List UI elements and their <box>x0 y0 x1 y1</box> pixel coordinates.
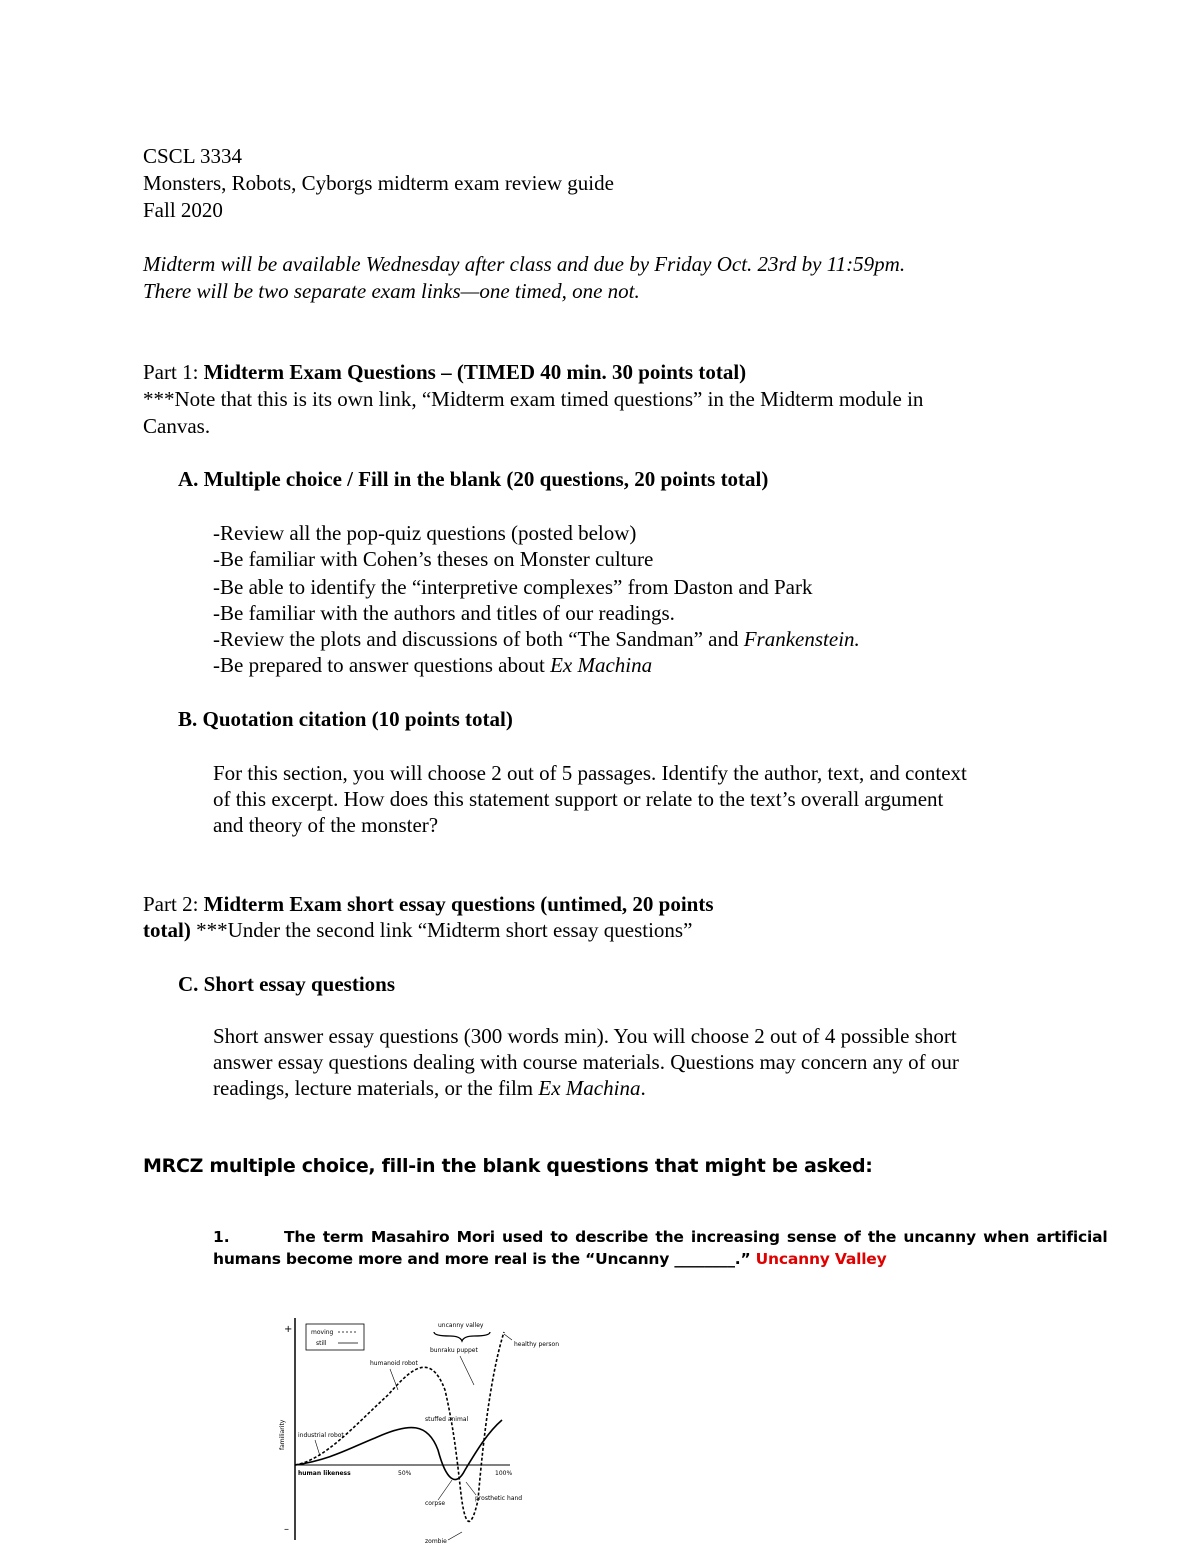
mrcz-heading: MRCZ multiple choice, fill-in the blank questions that might be asked: <box>143 1155 873 1177</box>
document-title: Monsters, Robots, Cyborgs midterm exam review guide <box>143 171 614 195</box>
part2-title: Midterm Exam short essay questions (untimed, 20 points <box>203 892 714 916</box>
section-c-line-3-text: readings, lecture materials, or the film <box>213 1076 539 1100</box>
fifty-percent-label: 50% <box>398 1470 412 1477</box>
stuffed-animal-label: stuffed animal <box>425 1416 469 1423</box>
section-c-line-3 <box>213 1075 646 1102</box>
section-b-line-2: of this excerpt. How does this statement support or relate to the text’s overall argument <box>213 787 944 811</box>
familiarity-label: familiarity <box>279 1419 286 1450</box>
q1-number: 1. <box>213 1228 230 1246</box>
prosthetic-hand-pointer <box>466 1482 476 1495</box>
part2-note-text: ***Under the second link “Midterm short essay questions” <box>190 918 693 942</box>
section-c-heading: C. Short essay questions <box>178 972 396 996</box>
legend-still: still <box>316 1340 327 1347</box>
period: . <box>640 1076 646 1100</box>
section-a-item-3: -Be able to identify the “interpretive complexes” from Daston and Park <box>213 575 813 599</box>
term: Fall 2020 <box>143 198 223 222</box>
q1-answer: Uncanny Valley <box>755 1250 887 1268</box>
section-c-line-2: answer essay questions dealing with course materials. Questions may concern any of our <box>213 1050 959 1074</box>
humanoid-robot-pointer <box>390 1369 398 1390</box>
part1-prefix: Part 1: <box>143 360 204 384</box>
section-c-line-1: Short answer essay questions (300 words min). You will choose 2 out of 4 possible short <box>213 1024 957 1048</box>
part2-note <box>143 917 692 944</box>
section-a-item-5 <box>213 626 860 653</box>
part1-heading <box>143 359 746 386</box>
uncanny-valley-brace <box>434 1332 490 1341</box>
section-a-item-2: -Be familiar with Cohen’s theses on Monster culture <box>213 547 654 571</box>
zombie-label: zombie <box>425 1538 447 1545</box>
healthy-person-label: healthy person <box>514 1341 560 1348</box>
section-a-item-1: -Review all the pop-quiz questions (posted below) <box>213 521 637 545</box>
plus-sign: + <box>284 1324 293 1335</box>
healthy-person-pointer <box>504 1334 512 1340</box>
q1-question-text: humans become more and more real is the “Uncanny ________.” <box>213 1250 756 1268</box>
q1-line-2 <box>213 1250 887 1268</box>
part2-heading <box>143 891 714 918</box>
course-code: CSCL 3334 <box>143 144 242 168</box>
uncanny-valley-graph <box>270 1310 570 1550</box>
industrial-robot-label: industrial robot <box>298 1432 344 1439</box>
bunraku-puppet-label: bunraku puppet <box>430 1347 478 1354</box>
section-a-item-4: -Be familiar with the authors and titles of our readings. <box>213 601 675 625</box>
q1-line-1: The term Masahiro Mori used to describe the increasing sense of the uncanny when artificial <box>284 1228 1108 1246</box>
legend-box <box>306 1324 364 1350</box>
section-b-line-1: For this section, you will choose 2 out of 5 passages. Identify the author, text, and context <box>213 761 967 785</box>
humanoid-robot-label: humanoid robot <box>370 1360 418 1367</box>
part1-note-line-2: Canvas. <box>143 414 211 438</box>
notice-line-1: Midterm will be available Wednesday after class and due by Friday Oct. 23rd by 11:59pm. <box>143 252 906 276</box>
hundred-percent-label: 100% <box>495 1470 513 1477</box>
corpse-pointer <box>438 1480 452 1500</box>
part1-note-line-1: ***Note that this is its own link, “Midterm exam timed questions” in the Midterm module in <box>143 387 924 411</box>
part2-prefix: Part 2: <box>143 892 204 916</box>
item-5-title: Frankenstein. <box>743 627 860 651</box>
minus-sign: – <box>284 1524 289 1535</box>
industrial-robot-pointer <box>315 1440 320 1456</box>
human-likeness-label: human likeness <box>298 1470 351 1477</box>
part1-title: Midterm Exam Questions – (TIMED 40 min. 30 points total) <box>203 360 747 384</box>
notice-line-2: There will be two separate exam links—one timed, one not. <box>143 279 640 303</box>
legend-moving: moving <box>311 1329 334 1336</box>
section-a-item-6 <box>213 652 652 679</box>
section-b-line-3: and theory of the monster? <box>213 813 439 837</box>
corpse-label: corpse <box>425 1500 446 1507</box>
section-b-heading: B. Quotation citation (10 points total) <box>178 707 513 731</box>
item-5-text: -Review the plots and discussions of both “The Sandman” and <box>213 627 744 651</box>
item-6-text: -Be prepared to answer questions about <box>213 653 551 677</box>
uncanny-valley-label: uncanny valley <box>438 1322 484 1329</box>
item-6-title: Ex Machina <box>550 653 653 677</box>
part2-title-cont: total) <box>143 918 191 942</box>
prosthetic-hand-label: prosthetic hand <box>475 1495 523 1502</box>
zombie-pointer <box>448 1532 462 1540</box>
film-title: Ex Machina <box>538 1076 641 1100</box>
bunraku-puppet-pointer <box>460 1356 474 1385</box>
section-a-heading: A. Multiple choice / Fill in the blank (20 questions, 20 points total) <box>178 467 769 491</box>
